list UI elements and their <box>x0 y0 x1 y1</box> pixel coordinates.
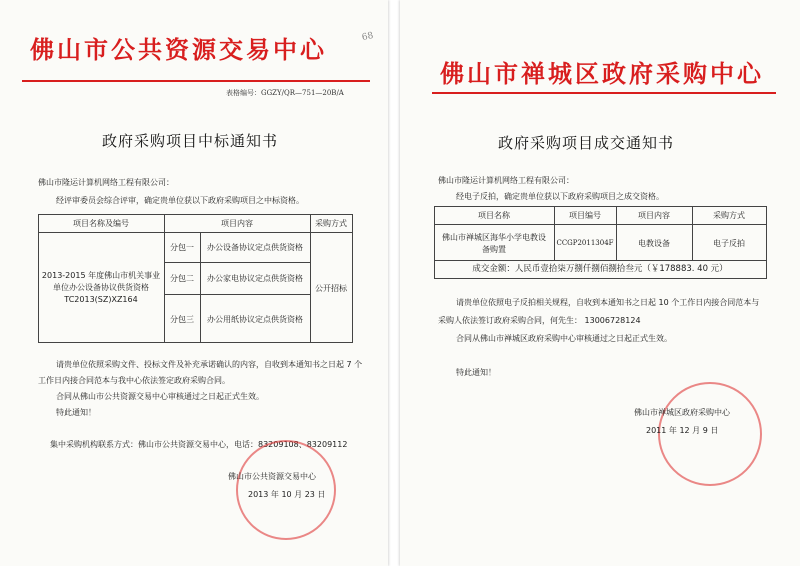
right-project-code: CCGP2011304F <box>556 239 614 247</box>
left-col-header-content: 项目内容 <box>221 219 253 228</box>
right-project-name-line2: 备购置 <box>482 245 506 254</box>
right-project-content: 电教设备 <box>638 239 670 248</box>
package-3-id: 分包三 <box>170 315 194 324</box>
left-project-name-line2: 单位办公设备协议供货资格 <box>53 283 149 292</box>
right-col-header-name: 项目名称 <box>478 211 510 220</box>
right-col-header-method: 采购方式 <box>713 211 745 220</box>
package-1-id: 分包一 <box>170 243 194 252</box>
right-notice-sheet <box>400 0 800 566</box>
right-project-method: 电子反拍 <box>713 239 745 248</box>
right-project-name-line1: 佛山市禅城区海华小学电教设 <box>442 233 546 242</box>
right-signature: 佛山市禅城区政府采购中心 <box>634 408 730 417</box>
right-col-header-content: 项目内容 <box>638 211 670 220</box>
left-contact: 集中采购机构联系方式：佛山市公共资源交易中心，电话：83209108、83209112 <box>50 440 348 449</box>
left-col-header-project: 项目名称及编号 <box>73 219 129 228</box>
form-code: 表格编号：GGZY/QR—751—20B/A <box>226 89 344 97</box>
left-signature: 佛山市公共资源交易中心 <box>228 472 316 481</box>
left-project-name-line1: 2013-2015 年度佛山市机关事业 <box>41 271 161 280</box>
left-method-value: 公开招标 <box>315 284 347 293</box>
left-para2: 合同从佛山市公共资源交易中心审核通过之日起正式生效。 <box>56 392 264 401</box>
right-para1-line2: 采购人依法签订政府采购合同，何先生： 13006728124 <box>438 316 641 325</box>
package-2-id: 分包二 <box>170 274 194 283</box>
right-notice: 特此通知！ <box>456 368 496 377</box>
left-para1-line1: 请贵单位依照采购文件、投标文件及补充承诺确认的内容，自收到本通知书之日起 7 个 <box>56 360 363 369</box>
package-1-content: 办公设备协议定点供货资格 <box>207 243 303 252</box>
left-header-title: 佛山市公共资源交易中心 <box>30 35 327 64</box>
right-header-title: 佛山市禅城区政府采购中心 <box>440 59 764 88</box>
right-doc-title: 政府采购项目成交通知书 <box>498 134 675 152</box>
left-doc-title: 政府采购项目中标通知书 <box>102 132 279 150</box>
right-header-rule <box>432 92 776 94</box>
left-intro: 经评审委员会综合评审，确定贵单位获以下政府采购项目之中标资格。 <box>56 196 304 205</box>
left-notice-sheet <box>0 0 388 566</box>
right-col-header-code: 项目编号 <box>569 211 601 220</box>
right-para1-line1: 请贵单位依照电子反拍相关规程，自收到本通知书之日起 10 个工作日内接合同范本与 <box>456 298 760 307</box>
left-para1-line2: 工作日内接合同范本与我中心依法签定政府采购合同。 <box>38 376 230 385</box>
left-addressee: 佛山市隆运计算机网络工程有限公司： <box>38 178 174 187</box>
package-2-content: 办公家电协议定点供货资格 <box>207 274 303 283</box>
left-col-header-method: 采购方式 <box>315 219 347 228</box>
right-para2: 合同从佛山市禅城区政府采购中心审核通过之日起正式生效。 <box>456 334 672 343</box>
right-intro: 经电子反拍，确定贵单位获以下政府采购项目之成交资格。 <box>456 192 664 201</box>
right-addressee: 佛山市隆运计算机网络工程有限公司： <box>438 176 574 185</box>
right-deal-amount: 成交金额：人民币壹拾柒万捌仟捌佰捌拾叁元（￥178883. 40 元） <box>472 264 728 274</box>
left-date: 2013 年 10 月 23 日 <box>248 490 326 499</box>
right-date: 2011 年 12 月 9 日 <box>646 426 719 435</box>
left-header-rule <box>22 80 370 82</box>
left-notice: 特此通知！ <box>56 408 96 417</box>
package-3-content: 办公用纸协议定点供货资格 <box>207 315 303 324</box>
handwritten-mark: 68 <box>361 30 375 44</box>
left-project-code: TC2013(SZ)XZ164 <box>64 295 138 304</box>
